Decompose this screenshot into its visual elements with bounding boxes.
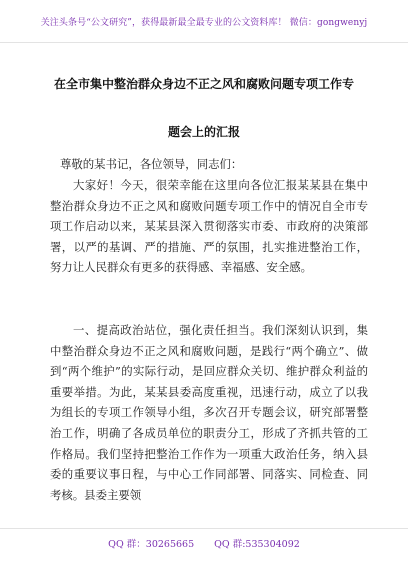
header-note: 关注头条号“公文研究”，获得最新最全最专业的公文资料库！ 微信：gongwenyj [40, 17, 368, 28]
footer-qq-group-2: QQ 群:535304092 [214, 539, 300, 550]
paragraph-section-one: 一、提高政治站位，强化责任担当。我们深刻认识到，集中整治群众身边不正之风和腐败问题，是践行“两个确立”、做到“两个维护”的实际行动，是回应群众关切、维护群众利益的重要举措。为此，某某县委高度重视，迅速行动，成立了以我为组长的专项工作领导小组，多次召开专题会议，研究部署整治工作，明确了各成员单位的职责分工，形成了齐抓共管的工作格局。我们坚持把整治工作作为一项重大政治任务，纳入县委的重要议事日程，与中心工作同部署、同落实、同检查、同考核。县委主要领 [50, 323, 368, 502]
footer-qq-group-1: QQ 群：30265665 [108, 539, 195, 550]
document-title-line-1: 在全市集中整治群众身边不正之风和腐败问题专项工作专 [53, 77, 354, 91]
paragraph-intro: 大家好！今天，很荣幸能在这里向各位汇报某某县在集中整治群众身边不正之风和腐败问题专项工作中的情况自全市专项工作启动以来，某某县深入贯彻落实市委、市政府的决策部署，以严的基调、严的措施、严的氛围，扎实推进整治工作，努力让人民群众有更多的获得感、幸福感、安全感。 [50, 178, 368, 275]
page-footer [0, 528, 408, 557]
document-title-line-2: 题会上的汇报 [167, 125, 240, 139]
page-header [0, 0, 408, 43]
salutation: 尊敬的某书记，各位领导，同志们： [60, 157, 243, 171]
